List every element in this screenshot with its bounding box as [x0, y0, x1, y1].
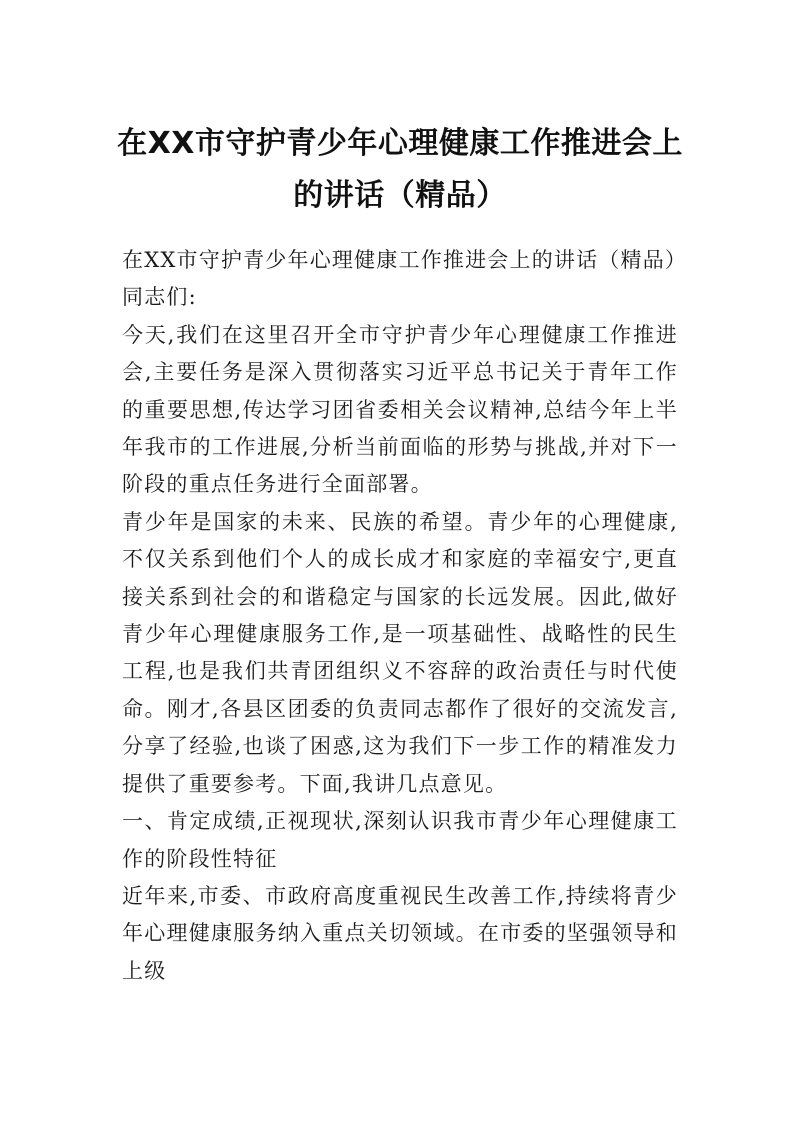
paragraph-salutation: 同志们:	[122, 285, 197, 310]
section-heading-one: 一、肯定成绩,正视现状,深刻认识我市青少年心理健康工作的阶段性特征	[122, 809, 678, 871]
paragraph-opening: 今天,我们在这里召开全市守护青少年心理健康工作推进会,主要任务是深入贯彻落实习近平总书记关于青年工作的重要思想,传达学习团省委相关会议精神,总结今年上半年我市的工作进展,分析当前面临的形势与挑战,并对下一阶段的重点任务进行全面部署。	[122, 322, 678, 497]
document-body	[122, 242, 688, 990]
paragraph-importance: 青少年是国家的未来、民族的希望。青少年的心理健康,不仅关系到他们个人的成长成才和家庭的幸福安宁,更直接关系到社会的和谐稳定与国家的长远发展。因此,做好青少年心理健康服务工作,是一项基础性、战略性的民生工程,也是我们共青团组织义不容辞的政治责任与时代使命。刚才,各县区团委的负责同志都作了很好的交流发言,分享了经验,也谈了困惑,这为我们下一步工作的精准发力提供了重要参考。下面,我讲几点意见。	[122, 509, 678, 796]
document-title: 在XX市守护青少年心理健康工作推进会上的讲话（精品）	[117, 126, 683, 213]
paragraph-subtitle: 在XX市守护青少年心理健康工作推进会上的讲话（精品）	[122, 248, 688, 272]
paragraph-section-one: 近年来,市委、市政府高度重视民生改善工作,持续将青少年心理健康服务纳入重点关切领域。在市委的坚强领导和上级	[122, 883, 678, 983]
